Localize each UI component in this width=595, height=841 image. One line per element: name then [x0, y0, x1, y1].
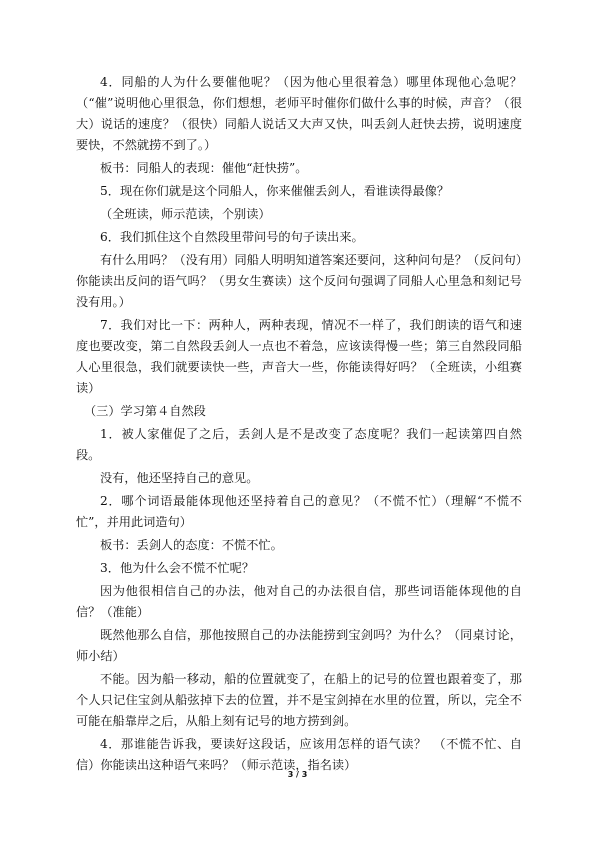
paragraph-s3-q2: 2．哪个词语最能体现他还坚持着自己的意见？（不慌不忙）（理解“不慌不忙”，并用此词造句）	[76, 494, 522, 529]
paragraph-q6: 6．我们抓住这个自然段里带问号的句子读出来。	[100, 230, 364, 244]
page-number: 3 / 3	[287, 770, 308, 779]
paragraph-q6-answer: 有什么用吗？（没有用）同船人明明知道答案还要问，这种问句是？（反问句）你能读出反问的语气吗？（男女生赛读）这个反问句强调了同船人心里急和刻记号没有用。）	[76, 253, 522, 309]
paragraph-q5-note: （全班读，师示范读，个别读）	[100, 207, 271, 221]
section-heading-3: （三）学习第４自然段	[84, 404, 206, 418]
paragraph-s3-q4: 4．那谁能告诉我，要读好这段话，应该用怎样的语气读？ （不慌不忙、自信）你能读出这种语气来吗？（师示范读，指名读）	[76, 737, 522, 772]
paragraph-s3-explanation: 不能。因为船一移动，船的位置就变了，在船上的记号的位置也跟着变了，那个人只记住宝剑从船弦掉下去的位置，并不是宝剑掉在水里的位置，所以，完全不可能在船靠岸之后，从船上刻有记号的地方捞到剑。	[76, 672, 522, 728]
paragraph-s3-q1: 1．被人家催促了之后，丢剑人是不是改变了态度呢？我们一起读第四自然段。	[76, 427, 522, 462]
paragraph-board-note-1: 板书：同船人的表现：催他“赶快捞”。	[100, 161, 308, 175]
paragraph-s3-followup: 既然他那么自信，那他按照自己的办法能捞到宝剑吗？为什么？（同桌讨论，师小结）	[76, 628, 522, 663]
paragraph-q5: 5．现在你们就是这个同船人，你来催催丢剑人，看谁读得最像？	[100, 184, 450, 198]
paragraph-q4: 4．同船的人为什么要催他呢？（因为他心里很着急）哪里体现他心急呢？（“催”说明他心里很急，你们想想，老师平时催你们做什么事的时候，声音？（很大）说话的速度？（很快）同船人说话又大声又快，叫丢剑人赶快去捞，说明速度要快，不然就捞不到了。）	[76, 75, 522, 152]
paragraph-board-note-2: 板书：丢剑人的态度：不慌不忙。	[100, 538, 283, 552]
document-body	[76, 72, 522, 778]
paragraph-s3-q3: 3．他为什么会不慌不忙呢？	[100, 561, 255, 575]
paragraph-s3-a3: 因为他很相信自己的办法，他对自己的办法很自信，那些词语能体现他的自信？（准能）	[76, 584, 522, 619]
paragraph-q7: 7．我们对比一下：两种人，两种表现，情况不一样了，我们朗读的语气和速度也要改变，第二自然段丢剑人一点也不着急，应该读得慢一些；第三自然段同船人心里很急，我们就要读快一些，声音大一些，你能读得好吗？（全班读，小组赛读）	[76, 318, 522, 395]
paragraph-s3-a1: 没有，他还坚持自己的意见。	[100, 471, 259, 485]
